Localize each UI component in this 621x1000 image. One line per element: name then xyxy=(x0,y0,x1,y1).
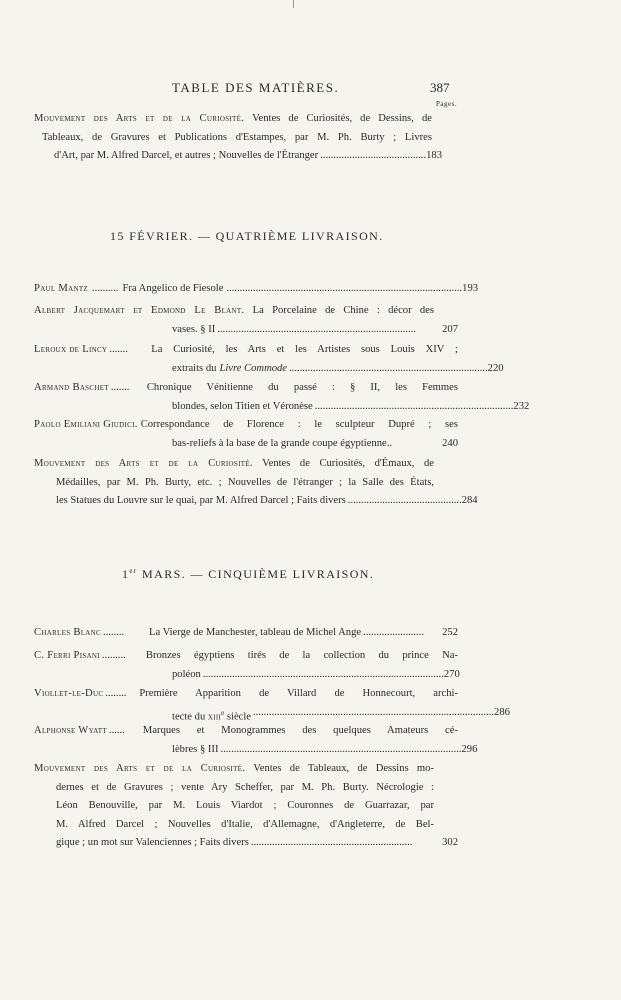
dot-leader: ........................................................................... xyxy=(314,400,514,412)
entry-line-with-leader xyxy=(172,741,478,760)
dot-leader: ........................................................................... xyxy=(217,323,416,335)
dot-leader: ......... xyxy=(101,650,126,661)
dot-leader: ...... xyxy=(108,725,125,736)
entry-line xyxy=(34,416,458,435)
entry-line xyxy=(34,379,458,398)
top-margin-mark xyxy=(293,0,294,8)
entry-author: Paolo Emiliani Giudici. xyxy=(34,419,138,430)
entry-title: bas-reliefs à la base de la grande coupe égyptienne.. xyxy=(172,437,393,449)
entry-line: dernes et de Gravures ; vente Ary Scheffer, par M. Ph. Burty. Nécrologie : xyxy=(56,781,434,793)
page-number: 387 xyxy=(430,80,450,95)
heading-day: 1 xyxy=(122,567,130,581)
entry-line: Médailles, par M. Ph. Burty, etc. ; Nouvelles de l'étranger ; la Salle des États, xyxy=(56,476,434,488)
toc-entry-pisani xyxy=(34,647,458,684)
entry-page-number: 193 xyxy=(462,283,479,294)
entry-page-number: 296 xyxy=(461,743,478,755)
entry-author: Charles Blanc xyxy=(34,627,101,638)
toc-entry-blanc xyxy=(34,624,458,643)
entry-text: gique ; un mot sur Valenciennes ; Faits divers xyxy=(56,837,249,848)
toc-entry-wyatt xyxy=(34,722,478,759)
entry-line xyxy=(34,110,432,129)
entry-page-number: 302 xyxy=(442,837,458,848)
entry-line: Tableaux, de Gravures et Publications d'Estampes, par M. Ph. Burty ; Livres xyxy=(42,131,432,143)
entry-line xyxy=(34,722,458,741)
toc-entry-giudici xyxy=(34,416,458,453)
section-heading-1er-mars xyxy=(122,567,374,582)
entry-line-with-leader xyxy=(172,666,458,685)
entry-line xyxy=(34,455,434,474)
toc-entry-leroux xyxy=(34,341,504,378)
entry-title: vases. § II xyxy=(172,323,216,335)
dot-leader: ........................................................................... xyxy=(289,362,488,374)
entry-author: C. Ferri Pisani xyxy=(34,650,100,661)
entry-line-with-leader xyxy=(172,398,530,417)
entry-line xyxy=(34,647,458,666)
entry-page-number: 220 xyxy=(487,362,504,374)
entry-title: poléon xyxy=(172,668,201,680)
toc-entry-movement-2 xyxy=(34,455,478,511)
entry-line xyxy=(34,302,434,321)
entry-page-number: 284 xyxy=(461,495,478,506)
entry-line-with-leader xyxy=(56,834,458,853)
dot-leader: ............................................................. xyxy=(250,837,413,848)
entry-line-with-leader xyxy=(172,321,458,340)
entry-line-with-leader xyxy=(172,435,458,454)
entry-line: Léon Benouville, par M. Louis Viardot ; Couronnes de Guarrazar, par xyxy=(56,800,434,811)
entry-title: Mouvement des Arts et de la Curiosité. xyxy=(34,763,246,774)
entry-text: d'Art, par M. Alfred Darcel, et autres ; Nouvelles de l'Étranger xyxy=(54,150,319,161)
entry-italic-title: Livre Commode xyxy=(219,362,288,374)
entry-page-number: 240 xyxy=(442,437,458,449)
entry-title: Marques et Monogrammes des quelques Amateurs cé- xyxy=(142,725,458,736)
entry-title: Mouvement des Arts et de la Curiosité. xyxy=(34,458,253,469)
entry-title: Bronzes égyptiens tirés de la collection du prince Na- xyxy=(145,650,458,661)
entry-page-number: 270 xyxy=(443,668,460,680)
entry-title: Mouvement des Arts et de la Curiosité. xyxy=(34,113,245,124)
entry-title: extraits du xyxy=(172,362,217,374)
entry-line xyxy=(34,341,458,360)
entry-line-with-leader xyxy=(56,492,478,511)
century-superscript: e xyxy=(221,708,225,717)
dot-leader: ........................................................................................... xyxy=(220,743,462,755)
heading-superscript: er xyxy=(129,567,138,575)
entry-page-number: 207 xyxy=(442,323,458,335)
entry-title: Chronique Vénitienne du passé : § II, les Femmes xyxy=(146,382,458,393)
entry-line-with-leader xyxy=(54,147,442,166)
entry-line: M. Alfred Darcel ; Nouvelles d'Italie, d'Allemagne, d'Angleterre, de Bel- xyxy=(56,818,434,830)
dot-leader: ........................................................................................... xyxy=(202,668,444,680)
toc-entry-baschet xyxy=(34,379,530,416)
entry-author: Armand Baschet xyxy=(34,382,109,393)
entry-page-number: 286 xyxy=(494,706,510,718)
toc-entry-viollet xyxy=(34,685,510,727)
entry-line-with-leader xyxy=(172,360,504,379)
entry-author: Leroux de Lincy xyxy=(34,344,108,355)
toc-entry-jacquemart xyxy=(34,302,458,339)
entry-author: Albert Jacquemart et Edmond Le Blant. xyxy=(34,305,245,316)
entry-text: tecte du xyxy=(172,711,208,723)
entry-title: Fra Angelico de Fiesole xyxy=(122,283,224,294)
entry-title: La Porcelaine de Chine : décor des xyxy=(252,305,434,316)
entry-title: La Curiosité, les Arts et les Artistes sous Louis XIV ; xyxy=(151,344,458,355)
entry-text: Ventes de Curiosités, d'Émaux, de xyxy=(262,458,434,469)
entry-title: lèbres § III xyxy=(172,743,219,755)
toc-entry-mantz xyxy=(34,280,479,299)
dot-leader: ........................................ xyxy=(320,150,427,161)
entry-title: La Vierge de Manchester, tableau de Michel Ange xyxy=(148,627,362,638)
toc-entry-movement-1 xyxy=(34,110,442,166)
entry-text: Ventes de Tableaux, de Dessins mo- xyxy=(253,763,434,774)
dot-leader: ........ xyxy=(102,627,125,638)
dot-leader: ........ xyxy=(105,688,127,699)
entry-line xyxy=(34,760,434,779)
heading-text: MARS. — CINQUIÈME LIVRAISON. xyxy=(137,567,375,581)
entry-author: Viollet-le-Duc xyxy=(34,688,104,699)
dot-leader: ....................... xyxy=(363,627,424,638)
dot-leader: ........................................................................................... xyxy=(253,706,495,718)
entry-title: Correspondance de Florence : le sculpteur Dupré ; ses xyxy=(140,419,458,430)
running-title: TABLE DES MATIÈRES. xyxy=(172,80,340,95)
entry-text: Ventes de Curiosités, de Dessins, de xyxy=(252,113,432,124)
toc-entry-movement-3 xyxy=(34,760,458,853)
dot-leader: ....... xyxy=(110,382,130,393)
entry-page-number: 232 xyxy=(513,400,530,412)
entry-author: Paul Mantz xyxy=(34,283,89,294)
section-heading-15-fevrier: 15 FÉVRIER. — QUATRIÈME LIVRAISON. xyxy=(110,229,384,243)
pages-column-label: Pages. xyxy=(436,100,458,108)
entry-text: les Statues du Louvre sur le quai, par M. Alfred Darcel ; Faits divers xyxy=(56,495,346,506)
dot-leader: ......................................................................................... xyxy=(226,283,463,294)
dot-leader: ........................................... xyxy=(347,495,462,506)
dot-leader: .......... xyxy=(92,283,119,294)
entry-author: Alphonse Wyatt xyxy=(34,725,107,736)
entry-text: siècle xyxy=(224,711,252,723)
entry-page-number: 252 xyxy=(442,627,458,638)
dot-leader: ....... xyxy=(109,344,128,355)
entry-line xyxy=(34,685,458,704)
entry-page-number: 183 xyxy=(426,150,442,161)
century-numeral: xiii xyxy=(207,711,222,723)
entry-title: blondes, selon Titien et Véronèse xyxy=(172,400,313,412)
entry-title: Première Apparition de Villard de Honnecourt, archi- xyxy=(139,688,458,699)
